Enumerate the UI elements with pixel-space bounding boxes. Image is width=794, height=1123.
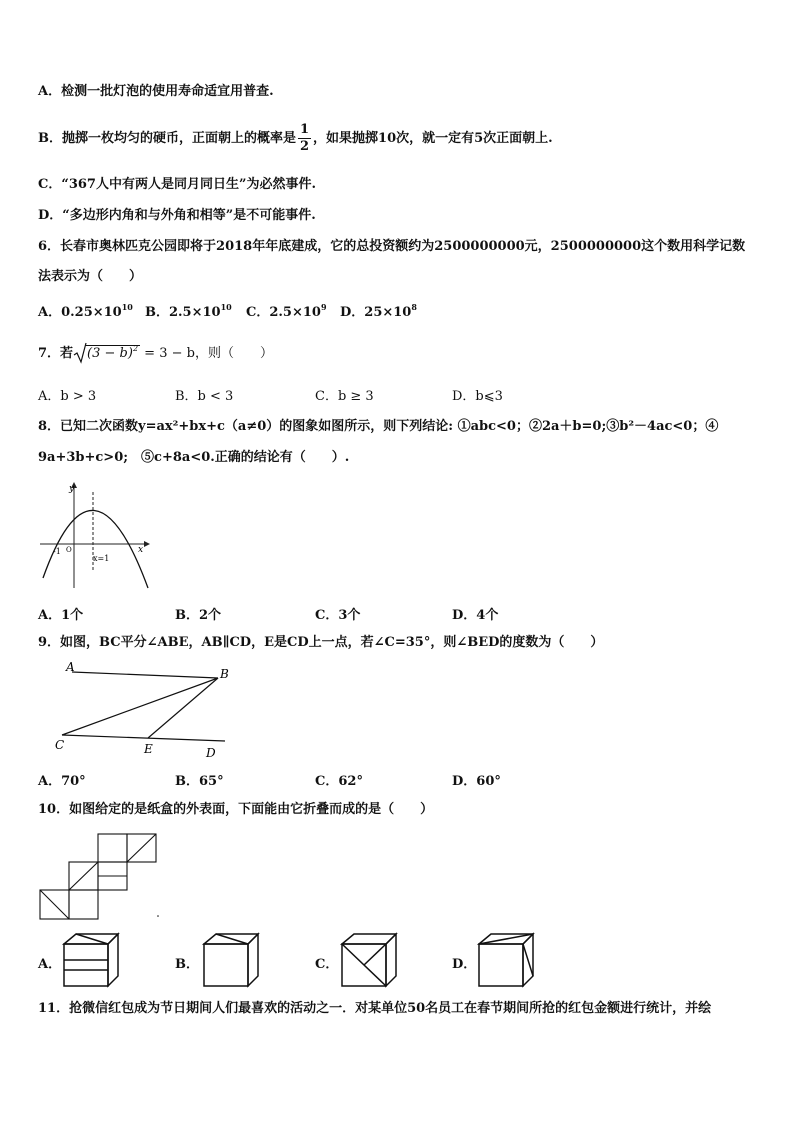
cube-option-c (338, 930, 400, 990)
q7-stem-post: = 3 − b，则（ ） (140, 346, 273, 361)
q5-option-b (38, 122, 553, 155)
q8-option-d: D．4个 (452, 608, 499, 623)
q9-option-c: C．62° (315, 774, 363, 789)
q11-stem: 11．抢微信红包成为节日期间人们最喜欢的活动之一．对某单位50名员工在春节期间所抢的红包金额进行统计，并绘 (38, 1001, 712, 1016)
q6-option-c: C．$2.5\times 10^9$ (246, 302, 327, 320)
q7-option-d: D．b⩽3 (452, 389, 503, 404)
q7-option-c: C．b ≥ 3 (315, 389, 374, 404)
q8-option-b: B．2个 (175, 608, 222, 623)
q5-option-b-post: ，如果抛掷10次，就一定有5次正面朝上. (313, 131, 553, 146)
graph-origin-label: O (66, 546, 72, 554)
q9-option-d: D．60° (452, 774, 501, 789)
cube-option-b (200, 930, 262, 990)
q7-stem (38, 345, 273, 363)
q8-stem-line2: 9a+3b+c>0; ⑤c+8a<0.正确的结论有（ ）. (38, 450, 350, 465)
sqrt-expression: $(3 - b)^2$ (73, 345, 140, 363)
q9-option-b: B．65° (175, 774, 224, 789)
point-label-d: D (206, 746, 216, 760)
q10-stem: 10．如图给定的是纸盒的外表面，下面能由它折叠而成的是（ ） (38, 802, 434, 817)
q5-option-a: A．检测一批灯泡的使用寿命适宜用普查. (38, 84, 274, 99)
q10-option-b-label: B． (175, 957, 199, 972)
x-axis-arrow-icon (144, 541, 150, 547)
graph-axis-label: x=1 (93, 554, 110, 563)
net-face (69, 890, 98, 919)
q5-option-d: D．“多边形内角和与外角和相等”是不可能事件. (38, 208, 316, 223)
cube-option-a (60, 930, 122, 990)
sqrt-radicand: (3 − b) (87, 346, 133, 361)
box-net-figure (38, 832, 163, 924)
graph-neg1-label: -1 (53, 547, 61, 556)
point-label-c: C (55, 738, 65, 752)
q7-stem-pre: 7．若 (38, 346, 74, 361)
point-label-b: B (220, 667, 229, 681)
q5-option-c: C．“367人中有两人是同月同日生”为必然事件. (38, 177, 316, 192)
parabola-graph (38, 478, 153, 590)
q6-stem-line2: 法表示为（ ） (38, 269, 143, 284)
segment-be (148, 678, 218, 738)
q6-option-b: B．$2.5\times 10^{10}$ (145, 302, 232, 320)
q8-option-c: C．3个 (315, 608, 361, 623)
q6-option-d: D．$25\times 10^8$ (340, 302, 417, 320)
q7-option-b: B．b < 3 (175, 389, 234, 404)
graph-x-label: x (138, 545, 144, 555)
q7-option-a: A．b > 3 (38, 389, 97, 404)
graph-y-label: y (69, 484, 75, 494)
segment-bc (62, 678, 218, 735)
sqrt-sign-icon (73, 342, 87, 364)
q10-option-d-label: D． (452, 957, 477, 972)
point-label-a: A (66, 660, 75, 674)
q8-option-a: A．1个 (38, 608, 84, 623)
q6-option-a: A．$0.25\times 10^{10}$ (38, 302, 133, 320)
segment-cd (62, 735, 225, 741)
q9-stem: 9．如图，BC平分∠ABE，AB∥CD，E是CD上一点，若∠C=35°，则∠BED的度数为（ ） (38, 635, 604, 650)
net-face (98, 834, 127, 862)
geometry-figure-q9 (50, 658, 240, 760)
q8-stem-line1: 8．已知二次函数y=ax²+bx+c（a≠0）的图象如图所示，则下列结论: ①abc<0；②2a＋b=0;③b²－4ac<0；④ (38, 419, 719, 434)
fraction-one-half (298, 122, 311, 155)
cube-option-d (475, 930, 541, 990)
q6-stem-line1: 6．长春市奥林匹克公园即将于2018年年底建成，它的总投资额约为2500000000元，2500000000这个数用科学记数 (38, 239, 746, 254)
q10-option-c-label: C． (315, 957, 339, 972)
fraction-numerator: 1 (300, 122, 310, 137)
fraction-denominator: 2 (300, 139, 310, 154)
point-label-e: E (144, 742, 153, 756)
q9-option-a: A．70° (38, 774, 86, 789)
q10-option-a-label: A． (38, 957, 62, 972)
segment-ab (72, 672, 218, 678)
q5-option-b-pre: B．抛掷一枚均匀的硬币，正面朝上的概率是 (38, 131, 296, 146)
